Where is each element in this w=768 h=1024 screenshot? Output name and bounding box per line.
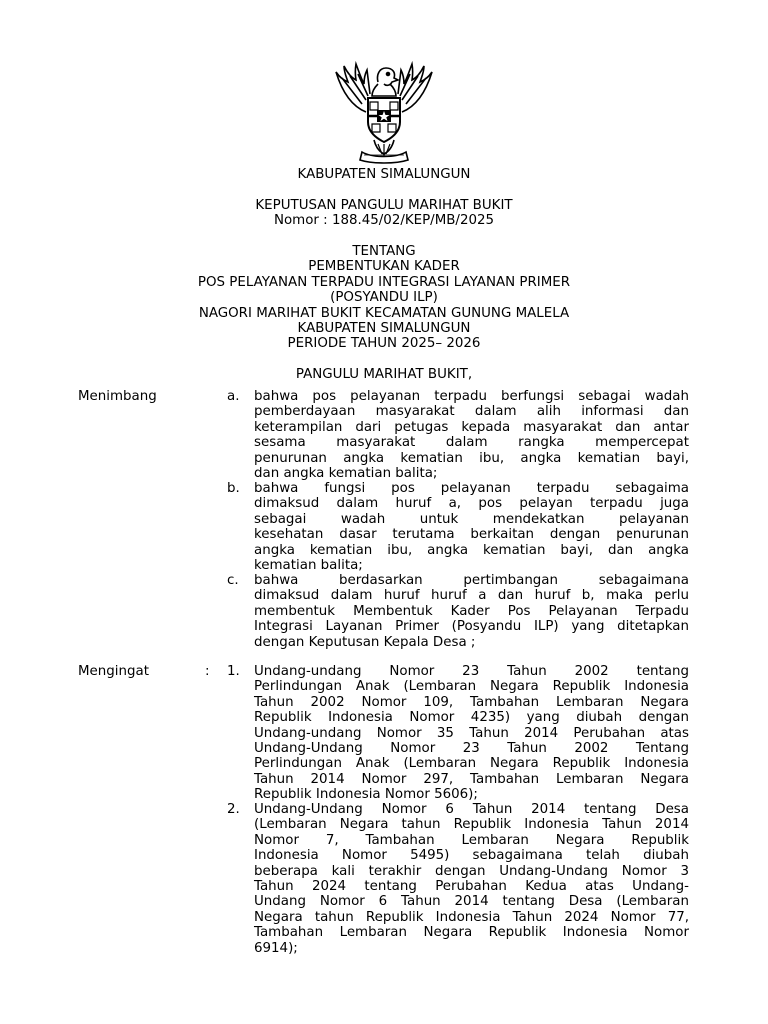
decree-title: KEPUTUSAN PANGULU MARIHAT BUKIT — [255, 198, 513, 213]
menimbang-label: Menimbang — [78, 389, 157, 404]
item-line: membentuk Membentuk Kader Pos Pelayanan Terpadu — [254, 603, 689, 619]
decree-heading — [0, 198, 768, 229]
document-header — [0, 167, 768, 182]
subject-line: POS PELAYANAN TERPADU INTEGRASI LAYANAN PRIMER — [197, 274, 571, 290]
subject-line: PERIODE TAHUN 2025– 2026 — [287, 336, 481, 352]
item-line: sebagai wadah untuk mendekatkan pelayanan — [254, 511, 689, 527]
item-line: dengan Keputusan Kepala Desa ; — [254, 634, 476, 650]
garuda-emblem-icon — [326, 60, 442, 166]
item-text — [254, 389, 689, 481]
item-line: pemberdayaan masyarakat dalam alih informasi dan — [254, 404, 689, 420]
item-line: Undang-Undang Nomor 6 Tahun 2014 tentang Desa — [254, 802, 689, 817]
item-line: Tambahan Lembaran Negara Republik Indonesia Nomor — [254, 925, 689, 941]
item-text — [254, 802, 689, 956]
item-line: Indonesia Nomor 5495) sebagaimana telah diubah — [254, 848, 689, 864]
regency-title: KABUPATEN SIMALUNGUN — [297, 167, 471, 182]
subject-line: (POSYANDU ILP) — [330, 290, 438, 306]
item-line: dimaksud dalam huruf a, pos pelayan terpadu juga — [254, 496, 689, 512]
item-line: Undang-Undang Nomor 23 Tahun 2002 Tentang — [254, 741, 689, 757]
subject-line: NAGORI MARIHAT BUKIT KECAMATAN GUNUNG MALELA — [198, 305, 570, 321]
item-line: Integrasi Layanan Primer (Posyandu ILP) yang ditetapkan — [254, 619, 689, 635]
decree-number: Nomor : 188.45/02/KEP/MB/2025 — [273, 213, 495, 229]
item-line: Republik Indonesia Nomor 4235) yang diubah dengan — [254, 710, 689, 726]
item-line: bahwa pos pelayanan terpadu berfungsi sebagai wadah — [254, 389, 689, 404]
item-line: 6914); — [254, 940, 298, 956]
item-line: dan angka kematian balita; — [254, 466, 438, 482]
mengingat-label: Mengingat — [78, 664, 149, 679]
item-line: Undang Nomor 6 Tahun 2014 tentang Desa (Lembaran — [254, 894, 689, 910]
item-line: Perlindungan Anak (Lembaran Negara Republik Indonesia — [254, 756, 689, 772]
item-line: Tahun 2014 Nomor 297, Tambahan Lembaran Negara — [254, 771, 689, 787]
item-line: sesama masyarakat dalam rangka mempercepat — [254, 435, 689, 451]
item-marker: c. — [227, 573, 239, 588]
decree-subject — [0, 244, 768, 352]
item-text — [254, 481, 689, 573]
item-line: Perlindungan Anak (Lembaran Negara Republik Indonesia — [254, 679, 689, 695]
item-marker: 2. — [227, 802, 240, 817]
item-text — [254, 573, 689, 650]
subject-line: TENTANG — [352, 244, 416, 259]
item-line: bahwa berdasarkan pertimbangan sebagaimana — [254, 573, 689, 588]
item-line: Negara tahun Republik Indonesia Tahun 2024 Nomor 77, — [254, 909, 689, 925]
authority-heading — [0, 367, 768, 382]
subject-line: KABUPATEN SIMALUNGUN — [297, 321, 471, 337]
item-line: Republik Indonesia Nomor 5606); — [254, 787, 478, 803]
item-line: Nomor 7, Tambahan Lembaran Negara Republik — [254, 832, 689, 848]
item-line: Tahun 2024 tentang Perubahan Kedua atas Undang- — [254, 879, 689, 895]
item-line: Undang-undang Nomor 23 Tahun 2002 tentang — [254, 664, 689, 679]
item-line: Undang-undang Nomor 35 Tahun 2014 Perubahan atas — [254, 725, 689, 741]
item-line: (Lembaran Negara tahun Republik Indonesia Tahun 2014 — [254, 817, 689, 833]
item-line: kematian balita; — [254, 558, 363, 574]
item-marker: a. — [227, 389, 240, 404]
item-line: penurunan angka kematian ibu, angka kematian bayi, — [254, 450, 689, 466]
item-line: kesehatan dasar terutama berkaitan dengan penurunan — [254, 527, 689, 543]
item-line: angka kematian ibu, angka kematian bayi, dan angka — [254, 542, 689, 558]
authority-title: PANGULU MARIHAT BUKIT, — [295, 367, 473, 382]
item-line: bahwa fungsi pos pelayanan terpadu sebagaima — [254, 481, 689, 496]
item-line: Tahun 2002 Nomor 109, Tambahan Lembaran Negara — [254, 694, 689, 710]
item-line: dimaksud dalam huruf huruf a dan huruf b, maka perlu — [254, 588, 689, 604]
item-line: keterampilan dari petugas kepada masyarakat dan antar — [254, 419, 689, 435]
item-text — [254, 664, 689, 803]
item-marker: b. — [227, 481, 240, 496]
item-line: beberapa kali terakhir dengan Undang-Undang Nomor 3 — [254, 863, 689, 879]
item-marker: 1. — [227, 664, 240, 679]
mengingat-colon: : — [205, 664, 210, 679]
subject-line: PEMBENTUKAN KADER — [308, 259, 460, 275]
